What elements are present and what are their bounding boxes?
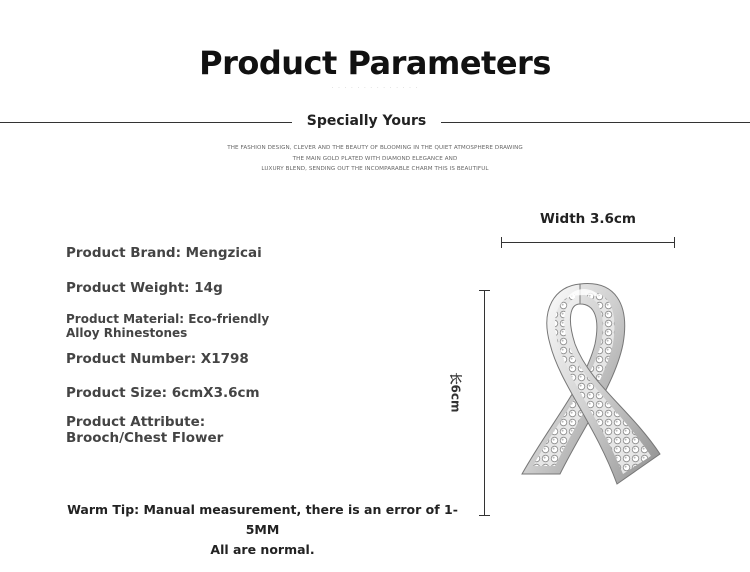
param-brand: Product Brand: Mengzicai [66, 245, 262, 261]
param-number: Product Number: X1798 [66, 351, 249, 367]
page-title: Product Parameters [199, 44, 551, 82]
param-attribute: Product Attribute: Brooch/Chest Flower [66, 414, 224, 446]
param-weight: Product Weight: 14g [66, 280, 223, 296]
divider-right [441, 122, 750, 123]
section-subtitle: Specially Yours [306, 113, 427, 129]
warm-tip-line: All are normal. [210, 542, 315, 557]
param-size: Product Size: 6cmX3.6cm [66, 385, 260, 401]
width-tick-right [674, 237, 675, 248]
width-label: Width 3.6cm [540, 211, 636, 227]
height-dimension-line [484, 290, 485, 516]
warm-tip [60, 500, 465, 560]
width-dimension-line [501, 242, 675, 243]
param-material: Product Material: Eco-friendly Alloy Rhinestones [66, 312, 270, 340]
intro-line: THE FASHION DESIGN, CLEVER AND THE BEAUTY OF BLOOMING IN THE QUIET ATMOSPHERE DRAWING [227, 145, 523, 151]
intro-line: THE MAIN GOLD PLATED WITH DIAMOND ELEGANCE AND [292, 155, 458, 162]
ribbon-brooch-image [505, 274, 670, 504]
intro-text [170, 143, 580, 175]
divider-left [0, 122, 292, 123]
intro-line: LUXURY BLEND, SENDING OUT THE INCOMPARABLE CHARM THIS IS BEAUTIFUL [261, 166, 489, 172]
faint-background-text: · · · · · · · · · · · · · · [331, 84, 419, 92]
height-tick-bottom [479, 515, 490, 516]
height-label-text: 长6cm [448, 372, 463, 413]
warm-tip-line: Warm Tip: Manual measurement, there is an error of 1-5MM [67, 502, 458, 537]
